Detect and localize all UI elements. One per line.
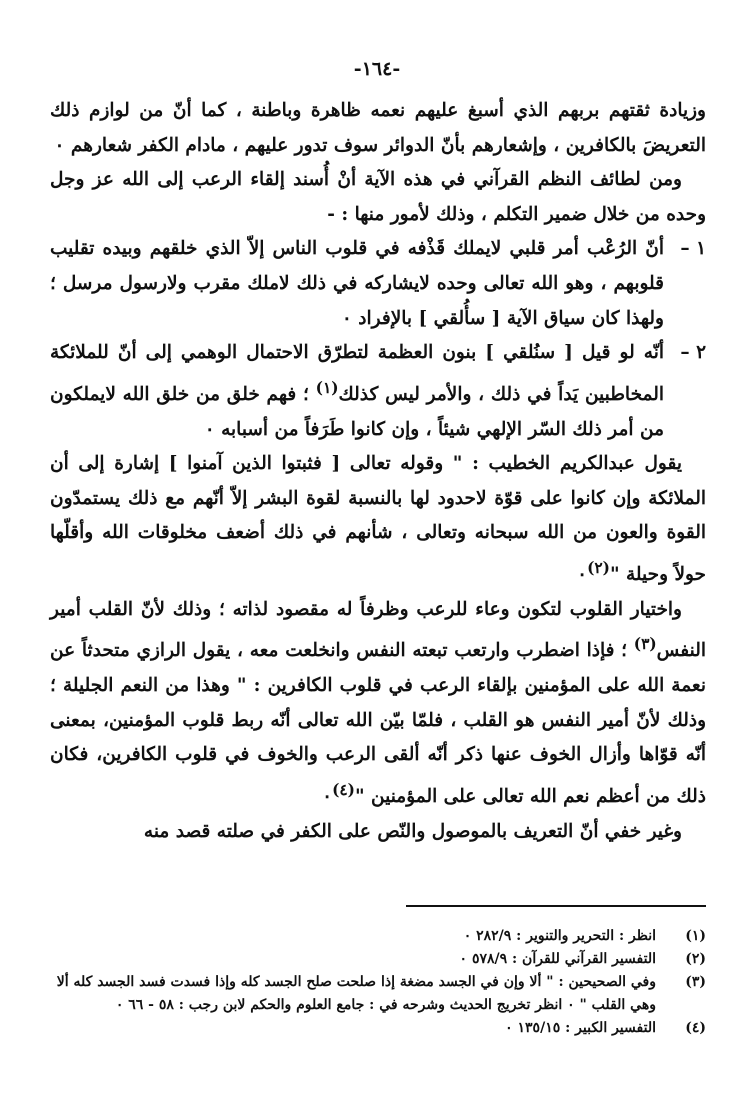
paragraph-2: ومن لطائف النظم القرآني في هذه الآية أنْ أُسند إلقاء الرعب إلى الله عز وجل وحده من خلال ضمير التكلم ، وذلك لأمور منها : - bbox=[50, 169, 706, 225]
footnote-text: التفسير القرآني للقرآن : ٥٧٨/٩ ٠ bbox=[459, 951, 656, 967]
list-text: أنّ الرُعْب أمر قلبي لايملك قَذْفه في قلوب الناس إلاّ الذي خلقهم وبيده تقليب قلوبهم ، وهو الله تعالى وحده لايشاركه في ذلك لاملك مقرب ولارسول مرسل ؛ ولهذا كان سياق الآية [ سأُلقي ] بالإفراد ٠ bbox=[50, 238, 664, 329]
sentence-end: ٠ bbox=[322, 785, 333, 807]
footnote-number: (٣) bbox=[685, 974, 706, 990]
footnote-2 bbox=[50, 948, 706, 971]
sentence-end: ٠ bbox=[577, 564, 588, 586]
footnote-ref: (٤) bbox=[332, 780, 355, 799]
quote-paragraph bbox=[50, 447, 706, 593]
paragraph-3 bbox=[50, 593, 706, 815]
paragraph-part: واختيار القلوب لتكون وعاء للرعب وظرفاً له مقصود لذاته ؛ وذلك لأنّ القلب أمير النفس bbox=[50, 598, 706, 662]
footnote-number: (٢) bbox=[685, 951, 706, 967]
list-text-part: أنّه لو قيل [ سنُلقي ] بنون العظمة لتطرّق الاحتمال الوهمي إلى أنّ للملائكة المخاطبين يَداً في ذلك ، والأمر ليس كذلك bbox=[50, 342, 664, 405]
main-text bbox=[50, 94, 706, 849]
footnote-number: (٤) bbox=[685, 1020, 706, 1036]
list-number: ١ – bbox=[680, 238, 706, 260]
footnote-text: التفسير الكبير : ١٣٥/١٥ ٠ bbox=[505, 1020, 656, 1036]
footnote-separator bbox=[406, 905, 706, 907]
list-text bbox=[50, 336, 664, 447]
footnote-ref: (٣) bbox=[633, 635, 657, 654]
quote-text: يقول عبدالكريم الخطيب : " وقوله تعالى [ فثبتوا الذين آمنوا ] إشارة إلى أن الملائكة وإن كانوا على قوّة لاحدود لها بالنسبة لقوة البشر إلاّ أنّهم مع ذلك يستمدّون القوة والعون من الله سبحانه وتعالى ، شأنهم في ذلك أضعف مخلوقات الله وأقلّها حولاً وحيلة " bbox=[50, 453, 706, 586]
footnote-text: انظر : التحرير والتنوير : ٢٨٢/٩ ٠ bbox=[463, 928, 656, 944]
paragraph-4: وغير خفي أنّ التعريف بالموصول والنّص على الكفر في صلته قصد منه bbox=[143, 820, 682, 842]
list-text-part: ؛ فهم خلق من خلق الله لايملكون من أمر ذلك السّر الإلهي شيئاً ، وإن كانوا طَرَفاً من أسبابه ٠ bbox=[50, 383, 664, 440]
footnotes bbox=[50, 925, 706, 1040]
page-number: -١٦٤- bbox=[353, 58, 401, 80]
paragraph-part: ؛ فإذا اضطرب وارتعب تبعته النفس وانخلعت معه ، يقول الرازي متحدثاً عن نعمة الله على المؤمنين بإلقاء الرعب في قلوب الكافرين : " وهذا من النعم الجليلة ؛ وذلك لأنّ أمير النفس هو القلب ، فلمّا بيّن الله تعالى أنّه ربط قلوب المؤمنين، بمعنى أنّه قوّاها وأزال الخوف عنها ذكر أنّه ألقى الرعب والخوف في قلوب الكافرين، فكان ذلك من أعظم نعم الله تعالى على المؤمنين " bbox=[50, 640, 706, 807]
footnote-1 bbox=[50, 925, 706, 948]
footnote-text: وفي الصحيحين : " ألا وإن في الجسد مضغة إذا صلحت صلح الجسد كله وإذا فسدت فسد الجسد كله ألا وهي القلب " ٠ انظر تخريج الحديث وشرحه في : جامع العلوم والحكم لابن رجب : ٥٨ - ٦٦ ٠ bbox=[56, 974, 656, 1013]
footnote-number: (١) bbox=[685, 928, 706, 944]
footnote-ref: (٢) bbox=[587, 558, 610, 577]
list-number: ٢ – bbox=[680, 342, 706, 364]
footnote-3 bbox=[50, 971, 706, 1017]
footnote-ref: (١) bbox=[315, 378, 339, 397]
paragraph-1: وزيادة ثقتهم بربهم الذي أسبغ عليهم نعمه ظاهرة وباطنة ، كما أنّ من لوازم ذلك التعريضَ بالكافرين ، وإشعارهم بأنّ الدوائر سوف تدور عليهم ، مادام الكفر شعارهم ٠ bbox=[50, 100, 706, 156]
list-item-1 bbox=[50, 232, 706, 336]
footnote-4 bbox=[50, 1017, 706, 1040]
list-item-2 bbox=[50, 336, 706, 447]
